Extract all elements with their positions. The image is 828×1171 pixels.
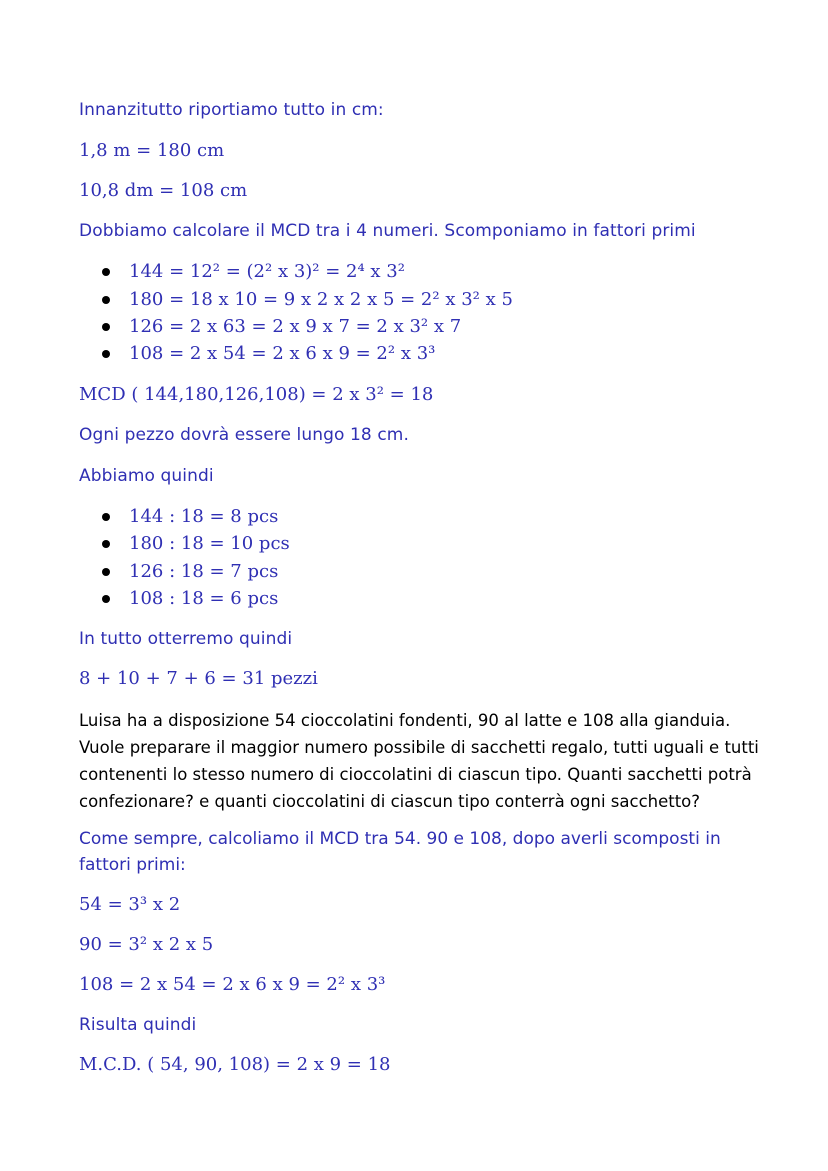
division-126: 126 : 18 = 7 pcs	[129, 561, 279, 582]
mcd-intro-text: Dobbiamo calcolare il MCD tra i 4 numeri. Scomponiamo in fattori primi	[79, 221, 696, 241]
problem-line: Luisa ha a disposizione 54 cioccolatini fondenti, 90 al latte e 108 alla gianduia.	[79, 711, 731, 730]
bullet-icon	[102, 350, 110, 358]
conversion-meters: 1,8 m = 180 cm	[79, 140, 225, 161]
factorization-54: 54 = 3³ x 2	[79, 894, 181, 915]
problem-line: contenenti lo stesso numero di cioccolatini di ciascun tipo. Quanti sacchetti potrà	[79, 765, 752, 784]
solution-intro-line: Come sempre, calcoliamo il MCD tra 54. 90 e 108, dopo averli scomposti in	[79, 829, 721, 849]
factorization-108: 108 = 2 x 54 = 2 x 6 x 9 = 2² x 3³	[129, 343, 436, 364]
in-tutto-text: In tutto otterremo quindi	[79, 629, 293, 649]
factorization-180: 180 = 18 x 10 = 9 x 2 x 2 x 5 = 2² x 3² x 5	[129, 289, 513, 310]
bullet-icon	[102, 568, 110, 576]
solution-intro-line: fattori primi:	[79, 855, 186, 875]
sum-result: 8 + 10 + 7 + 6 = 31 pezzi	[79, 668, 318, 689]
factorization-126: 126 = 2 x 63 = 2 x 9 x 7 = 2 x 3² x 7	[129, 316, 462, 337]
solution-intro	[79, 826, 729, 878]
intro-text: Innanzitutto riportiamo tutto in cm:	[79, 100, 384, 120]
factorization-108-second: 108 = 2 x 54 = 2 x 6 x 9 = 2² x 3³	[79, 974, 386, 995]
bullet-icon	[102, 323, 110, 331]
factorization-144: 144 = 12² = (2² x 3)² = 2⁴ x 3²	[129, 261, 405, 282]
division-144: 144 : 18 = 8 pcs	[129, 506, 279, 527]
abbiamo-quindi-text: Abbiamo quindi	[79, 466, 214, 486]
piece-length-text: Ogni pezzo dovrà essere lungo 18 cm.	[79, 425, 409, 445]
conversion-decimeters: 10,8 dm = 108 cm	[79, 180, 248, 201]
mcd-final-result: M.C.D. ( 54, 90, 108) = 2 x 9 = 18	[79, 1054, 391, 1075]
risulta-quindi-text: Risulta quindi	[79, 1015, 197, 1035]
bullet-icon	[102, 540, 110, 548]
bullet-icon	[102, 513, 110, 521]
problem-line: Vuole preparare il maggior numero possibile di sacchetti regalo, tutti uguali e tutti	[79, 738, 759, 757]
problem-line: confezionare? e quanti cioccolatini di ciascun tipo conterrà ogni sacchetto?	[79, 792, 701, 811]
division-180: 180 : 18 = 10 pcs	[129, 533, 290, 554]
mcd-result: MCD ( 144,180,126,108) = 2 x 3² = 18	[79, 384, 434, 405]
bullet-icon	[102, 595, 110, 603]
bullet-icon	[102, 268, 110, 276]
bullet-icon	[102, 296, 110, 304]
factorization-90: 90 = 3² x 2 x 5	[79, 934, 214, 955]
problem-statement	[79, 707, 769, 815]
division-108: 108 : 18 = 6 pcs	[129, 588, 279, 609]
